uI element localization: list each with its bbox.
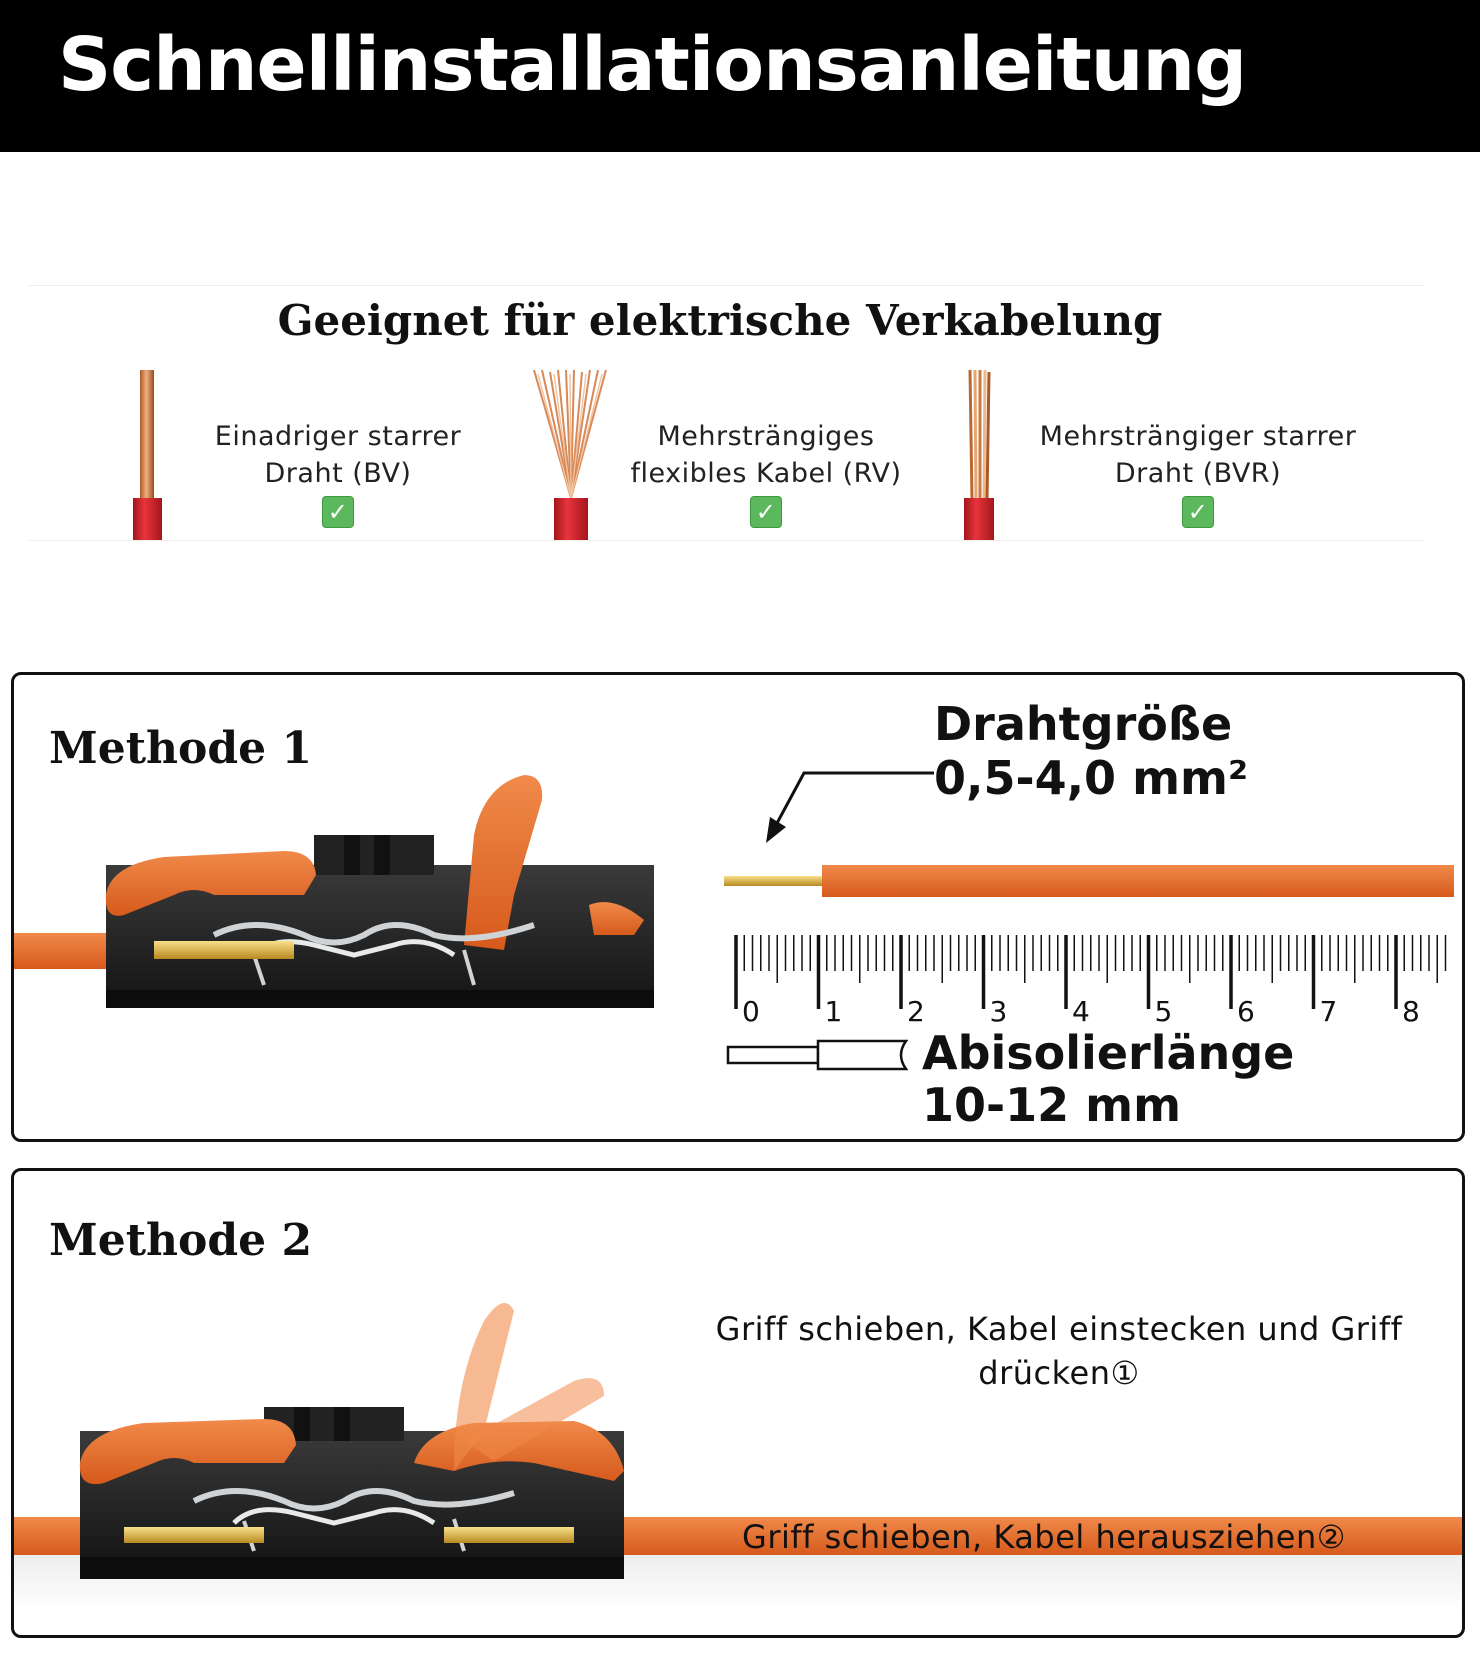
wire-item-rv	[526, 370, 946, 540]
wire-label-line1: Mehrsträngiger starrer	[1039, 421, 1357, 452]
ruler-label: 5	[1154, 995, 1173, 1028]
connector-illustration	[14, 745, 654, 1075]
wire-label-rv	[586, 418, 946, 530]
method2-title: Methode 2	[49, 1215, 313, 1266]
method2-panel	[11, 1168, 1465, 1638]
instruction-remove: Griff schieben, Kabel herausziehen②	[742, 1518, 1346, 1556]
wire-label-line2: Draht (BVR)	[1114, 458, 1282, 489]
strip-length-label	[922, 1027, 1294, 1131]
ruler-label: 3	[989, 995, 1008, 1028]
ruler-label: 6	[1237, 995, 1255, 1028]
ruler-label: 1	[824, 995, 843, 1028]
header-bar	[0, 0, 1480, 152]
wire-item-bv	[128, 370, 488, 540]
arrow-icon	[754, 755, 954, 855]
method1-panel	[11, 672, 1465, 1142]
ruler-label: 4	[1072, 995, 1090, 1028]
checkmark-icon: ✓	[750, 496, 782, 528]
wire-types-section	[28, 285, 1424, 541]
instruction-insert: Griff schieben, Kabel einstecken und Griff drücken①	[715, 1310, 1403, 1392]
wire-label-line2: flexibles Kabel (RV)	[630, 458, 902, 489]
ruler-label: 8	[1402, 995, 1420, 1028]
wire-types-title: Geeignet für elektrische Verkabelung	[277, 296, 1163, 345]
stripped-wire	[724, 863, 1454, 903]
ruler-label: 2	[907, 995, 925, 1028]
strip-length-line1: Abisolierlänge	[922, 1026, 1295, 1080]
wire-label-bv	[188, 418, 488, 530]
ruler-label: 7	[1319, 995, 1338, 1028]
checkmark-icon: ✓	[1182, 496, 1214, 528]
wire-size-line2: 0,5-4,0 mm²	[934, 751, 1249, 805]
wire-item-bvr	[958, 370, 1378, 540]
wire-label-line1: Einadriger starrer	[214, 421, 462, 452]
wire-label-line2: Draht (BV)	[264, 458, 412, 489]
wire-size-label	[934, 697, 1248, 805]
stranded-wire-icon	[958, 370, 998, 540]
ruler-label: 0	[742, 995, 760, 1028]
wire-label-line1: Mehrsträngiges	[657, 421, 875, 452]
strip-length-line2: 10-12 mm	[922, 1078, 1181, 1132]
wire-label-bvr	[998, 418, 1398, 530]
wire-size-line1: Drahtgröße	[934, 697, 1233, 751]
solid-wire-icon	[128, 370, 168, 540]
strip-length-icon	[726, 1037, 916, 1073]
method1-title: Methode 1	[49, 723, 313, 774]
checkmark-icon: ✓	[322, 496, 354, 528]
page-title: Schnellinstallationsanleitung	[58, 22, 1247, 108]
